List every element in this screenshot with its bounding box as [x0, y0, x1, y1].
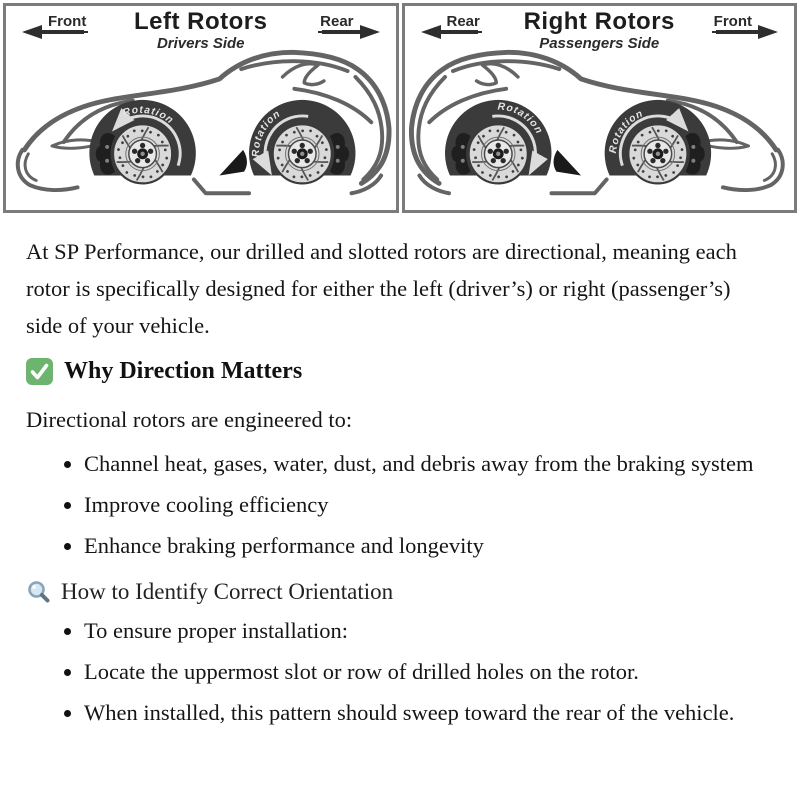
- section1-title: Why Direction Matters: [64, 358, 303, 384]
- rotation-label: Rotation: [496, 101, 545, 137]
- section-heading-why-direction-matters: [26, 358, 770, 385]
- list-item: • Channel heat, gases, water, dust, and debris away from the braking system: [84, 447, 770, 481]
- section1-lead: Directional rotors are engineered to:: [26, 407, 353, 432]
- direction-label-rear-right: Rear: [445, 13, 482, 33]
- direction-label-front-left: Front: [46, 13, 88, 33]
- section2-title: How to Identify Correct Orientation: [61, 579, 394, 604]
- article-body: [0, 213, 800, 730]
- rotation-label: Rotation: [121, 104, 176, 127]
- section-heading-identify-orientation: [26, 579, 770, 605]
- list-item: • Enhance braking performance and longevity: [84, 529, 770, 563]
- left-panel-subtitle: Drivers Side: [156, 35, 245, 52]
- list-item: • Improve cooling efficiency: [84, 488, 770, 522]
- benefits-list: [26, 447, 770, 563]
- diagram-panel-left: [3, 3, 399, 213]
- list-item: • Locate the uppermost slot or row of drilled holes on the rotor.: [84, 655, 770, 689]
- right-panel-subtitle: Passengers Side: [539, 35, 660, 52]
- orientation-list: [26, 614, 770, 730]
- magnifying-glass-icon: [26, 579, 52, 605]
- left-panel-title: Left Rotors: [134, 8, 268, 35]
- right-panel-title: Right Rotors: [523, 8, 675, 35]
- intro-paragraph: At SP Performance, our drilled and slotted rotors are directional, meaning each rotor is specifically designed for either the left (driver’s) or right (passenger’s) side of your vehicle.: [26, 239, 737, 338]
- check-mark-icon: [26, 358, 53, 385]
- diagram-panel-right: [402, 3, 798, 213]
- rotor-direction-diagram: [0, 0, 800, 213]
- direction-label-rear-left: Rear: [318, 13, 355, 33]
- rotation-label: Rotation: [607, 108, 645, 155]
- list-item: • To ensure proper installation:: [84, 614, 770, 648]
- direction-label-front-right: Front: [712, 13, 754, 33]
- list-item: • When installed, this pattern should sweep toward the rear of the vehicle.: [84, 696, 770, 730]
- rotation-label: Rotation: [250, 108, 283, 158]
